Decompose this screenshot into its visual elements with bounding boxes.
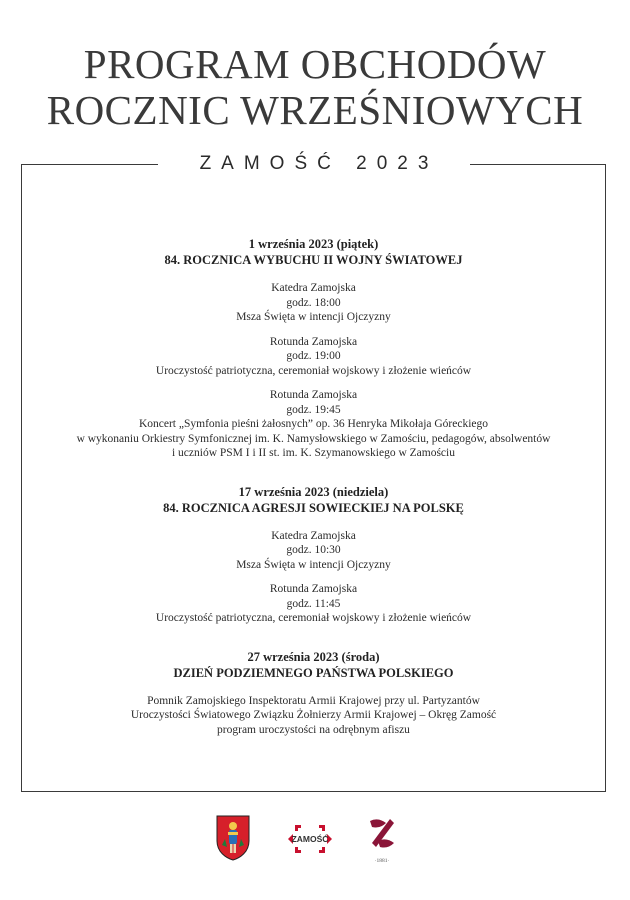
event-description: Pomnik Zamojskiego Inspektoratu Armii Krajowej przy ul. Partyzantów <box>147 694 480 707</box>
event-description: Uroczystość patriotyczna, ceremoniał wojskowy i złożenie wieńców <box>155 612 472 624</box>
coat-of-arms-icon <box>216 815 250 861</box>
page-title-line-2: ROCZNIC WRZEŚNIOWYCH <box>46 87 584 133</box>
partner-logos <box>0 815 630 865</box>
frame-top-right-line <box>470 164 606 165</box>
event-place: Katedra Zamojska <box>271 282 356 294</box>
event-time: godz. 11:45 <box>286 597 341 610</box>
program-section-sep-1 <box>21 236 606 461</box>
section-title: DZIEŃ PODZIEMNEGO PAŃSTWA POLSKIEGO <box>173 665 454 680</box>
frame-top-left-line <box>21 164 158 165</box>
city-logo-text: ZAMOŚĆ <box>291 834 329 844</box>
event-description: Uroczystości Światowego Związku Żołnierzy Armii Krajowej – Okręg Zamość <box>130 709 497 721</box>
event-time: godz. 10:30 <box>286 544 341 556</box>
event-time: godz. 19:00 <box>286 350 341 362</box>
event-time: godz. 18:00 <box>286 296 341 309</box>
event-item <box>21 335 606 379</box>
event-item <box>21 529 606 573</box>
page-title-line-1: PROGRAM OBCHODÓW <box>83 41 547 87</box>
section-date: 1 września 2023 (piątek) <box>248 237 379 251</box>
section-title: 84. ROCZNICA WYBUCHU II WOJNY ŚWIATOWEJ <box>164 253 463 267</box>
event-description: Msza Święta w intencji Ojczyzny <box>236 311 391 323</box>
event-place: Katedra Zamojska <box>271 529 356 542</box>
event-place: Rotunda Zamojska <box>269 583 358 595</box>
event-description: program uroczystości na odrębnym afiszu <box>217 723 410 736</box>
event-description: w wykonaniu Orkiestry Symfonicznej im. K. Namysłowskiego w Zamościu, pedagogów, absolwentów <box>76 432 551 445</box>
program-section-sep-27 <box>21 649 606 738</box>
event-description: Msza Święta w intencji Ojczyzny <box>236 558 391 571</box>
program-content <box>21 236 606 737</box>
event-description: i uczniów PSM I i II st. im. K. Szymanowskiego w Zamościu <box>171 447 455 459</box>
section-date: 17 września 2023 (niedziela) <box>238 484 389 499</box>
event-item <box>21 694 606 738</box>
event-description: Koncert „Symfonia pieśni żałosnych” op. 36 Henryka Mikołaja Góreckiego <box>138 418 489 430</box>
school-logo-icon <box>366 815 398 867</box>
event-item <box>21 388 606 461</box>
zamosc-city-logo-icon <box>285 819 335 859</box>
section-title: 84. ROCZNICA AGRESJI SOWIECKIEJ NA POLSKĘ <box>163 500 464 515</box>
event-place: Rotunda Zamojska <box>269 389 358 401</box>
event-item <box>21 281 606 325</box>
program-section-sep-17 <box>21 484 606 626</box>
event-time: godz. 19:45 <box>286 403 341 416</box>
event-description: Uroczystość patriotyczna, ceremoniał wojskowy i złożenie wieńców <box>155 364 472 377</box>
event-item <box>21 582 606 626</box>
subtitle-city-year: ZAMOŚĆ 2023 <box>199 153 439 174</box>
event-place: Rotunda Zamojska <box>269 335 358 348</box>
school-logo-text: ·1881· <box>374 858 390 864</box>
section-date: 27 września 2023 (środa) <box>247 649 380 664</box>
